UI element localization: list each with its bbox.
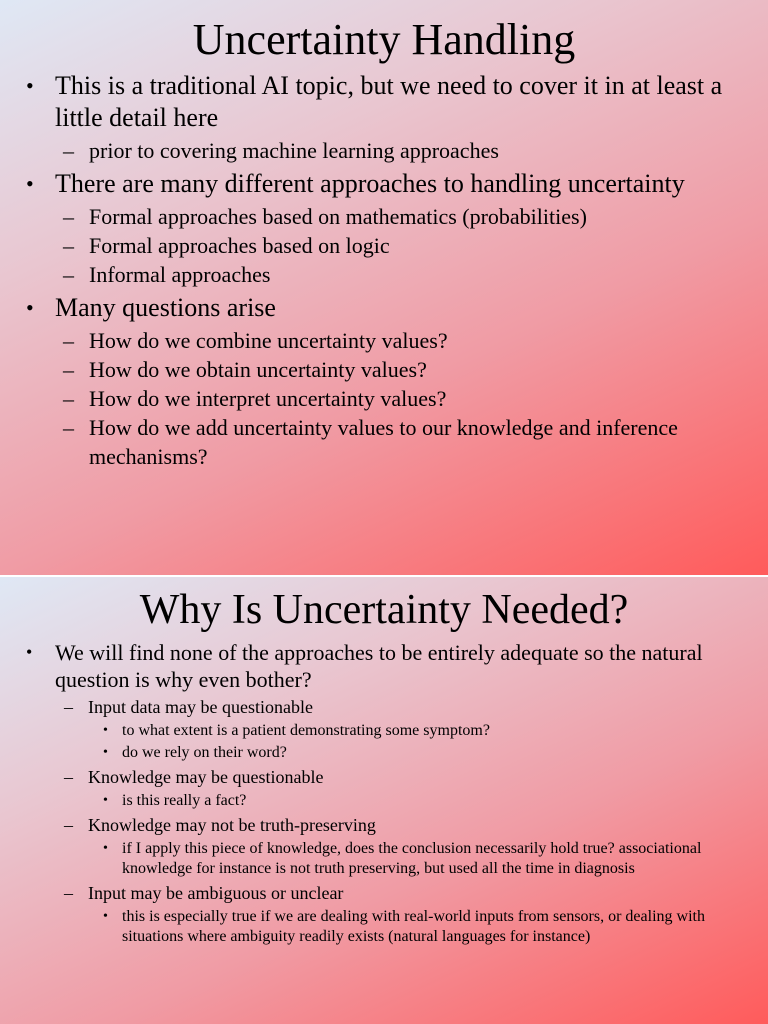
sub-bullet-item xyxy=(26,202,748,231)
bullet-marker: • xyxy=(26,171,34,196)
bullet-marker: • xyxy=(103,841,108,856)
sub-sub-bullet-text: this is especially true if we are dealing with real-world inputs from sensors, or dealing with situations where ambiguity readily exists (natural languages for instance) xyxy=(122,908,705,945)
sub-sub-bullet-item xyxy=(26,907,750,947)
bullet-item xyxy=(26,70,748,165)
bullet-text: There are many different approaches to handling uncertainty xyxy=(55,169,685,198)
dash-marker: – xyxy=(63,415,74,440)
sub-sub-bullet-item xyxy=(26,721,750,741)
bullet-marker: • xyxy=(26,73,34,98)
bullet-text: Many questions arise xyxy=(55,293,276,322)
sub-bullet-item xyxy=(26,355,748,384)
sub-sub-bullet-text: do we rely on their word? xyxy=(122,744,287,761)
dash-marker: – xyxy=(64,767,73,787)
dash-marker: – xyxy=(63,138,74,163)
dash-marker: – xyxy=(64,697,73,717)
bullet-marker: • xyxy=(103,723,108,738)
dash-marker: – xyxy=(63,262,74,287)
sub-sub-bullet-text: is this really a fact? xyxy=(122,792,247,809)
sub-bullet-text: Input data may be questionable xyxy=(88,697,313,717)
bullet-item xyxy=(26,639,750,947)
sub-sub-bullet-item xyxy=(26,791,750,811)
dash-marker: – xyxy=(63,357,74,382)
sub-bullet-text: How do we add uncertainty values to our knowledge and inference mechanisms? xyxy=(89,415,678,469)
sub-sub-bullet-list xyxy=(88,907,750,947)
sub-bullet-list xyxy=(55,326,748,471)
sub-bullet-text: How do we interpret uncertainty values? xyxy=(89,386,447,411)
sub-bullet-text: Knowledge may be questionable xyxy=(88,767,324,787)
sub-bullet-text: Knowledge may not be truth-preserving xyxy=(88,815,376,835)
sub-bullet-item xyxy=(26,813,750,879)
sub-bullet-item xyxy=(26,881,750,947)
bullet-text: We will find none of the approaches to be entirely adequate so the natural question is why even bother? xyxy=(55,640,703,692)
slide-title: Uncertainty Handling xyxy=(192,15,576,64)
sub-bullet-text: Formal approaches based on mathematics (probabilities) xyxy=(89,204,587,229)
sub-bullet-list xyxy=(55,695,750,947)
sub-sub-bullet-list xyxy=(88,791,750,811)
sub-bullet-text: Formal approaches based on logic xyxy=(89,233,390,258)
dash-marker: – xyxy=(63,386,74,411)
bullet-marker: • xyxy=(26,295,34,320)
bullet-item xyxy=(26,292,748,471)
sub-bullet-text: Informal approaches xyxy=(89,262,271,287)
sub-sub-bullet-list xyxy=(88,721,750,763)
sub-bullet-text: How do we obtain uncertainty values? xyxy=(89,357,427,382)
sub-bullet-list xyxy=(55,202,748,289)
sub-bullet-text: Input may be ambiguous or unclear xyxy=(88,883,344,903)
sub-bullet-list xyxy=(55,136,748,165)
sub-bullet-text: How do we combine uncertainty values? xyxy=(89,328,448,353)
sub-bullet-text: prior to covering machine learning approaches xyxy=(89,138,499,163)
sub-bullet-item xyxy=(26,765,750,811)
dash-marker: – xyxy=(63,328,74,353)
sub-bullet-item xyxy=(26,413,748,471)
bullet-list xyxy=(26,67,748,474)
dash-marker: – xyxy=(63,233,74,258)
sub-bullet-item xyxy=(26,231,748,260)
sub-bullet-item xyxy=(26,695,750,763)
sub-bullet-item xyxy=(26,136,748,165)
dash-marker: – xyxy=(63,204,74,229)
sub-sub-bullet-text: to what extent is a patient demonstrating some symptom? xyxy=(122,722,490,739)
bullet-item xyxy=(26,168,748,289)
slide-why-uncertainty-needed xyxy=(0,577,768,1024)
bullet-marker: • xyxy=(103,909,108,924)
slide-title: Why Is Uncertainty Needed? xyxy=(139,587,629,633)
sub-bullet-item xyxy=(26,384,748,413)
bullet-list xyxy=(26,639,750,947)
sub-sub-bullet-text: if I apply this piece of knowledge, does the conclusion necessarily hold true? associational knowledge for instance is not truth preserving, but used all the time in diagnosis xyxy=(122,840,702,877)
bullet-marker: • xyxy=(103,745,108,760)
sub-sub-bullet-list xyxy=(88,839,750,879)
sub-sub-bullet-item xyxy=(26,839,750,879)
sub-sub-bullet-item xyxy=(26,743,750,763)
bullet-marker: • xyxy=(103,793,108,808)
bullet-text: This is a traditional AI topic, but we need to cover it in at least a little detail here xyxy=(55,71,723,132)
sub-bullet-item xyxy=(26,260,748,289)
bullet-marker: • xyxy=(26,642,33,662)
sub-bullet-item xyxy=(26,326,748,355)
dash-marker: – xyxy=(64,883,73,903)
dash-marker: – xyxy=(64,815,73,835)
